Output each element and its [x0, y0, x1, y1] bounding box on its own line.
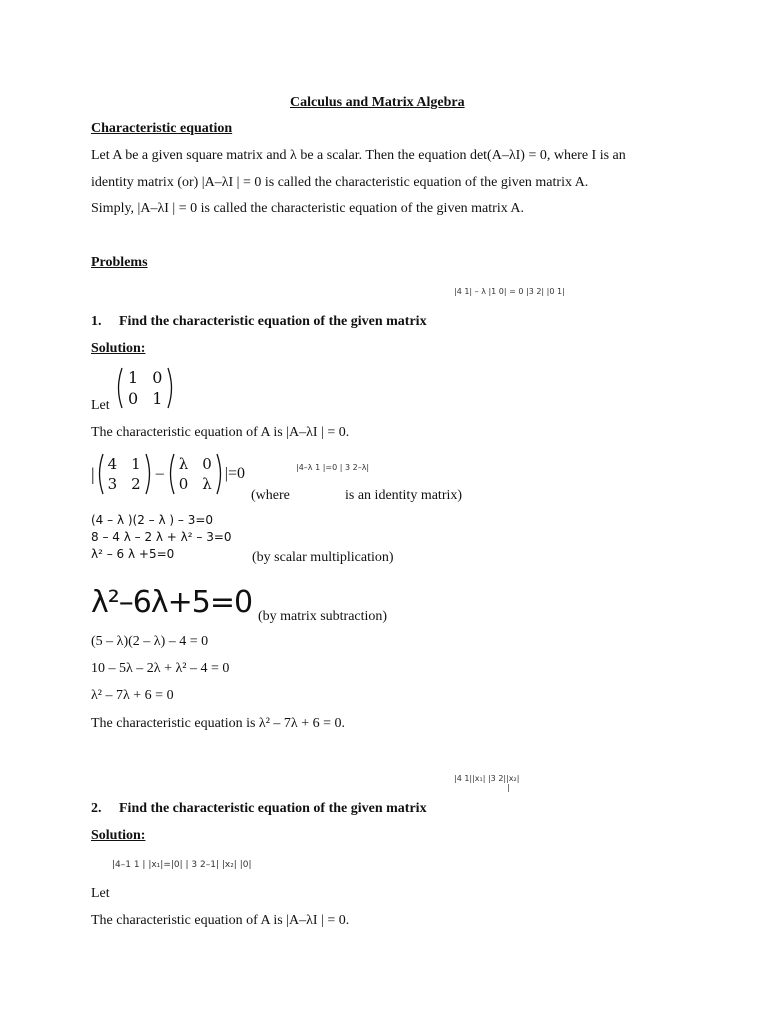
let-label-1: Let	[91, 398, 110, 413]
matrix-cell: 0	[152, 368, 163, 387]
right-paren	[144, 452, 154, 496]
problem-2-statement: Find the characteristic equation of the given matrix	[119, 801, 427, 816]
solution-2-label: Solution:	[91, 828, 146, 843]
step-small-2: 8 – 4 λ – 2 λ + λ² – 3=0	[91, 530, 232, 544]
left-paren	[114, 366, 124, 410]
let-matrix-1	[114, 366, 176, 410]
where-text: (where	[251, 488, 290, 503]
problem-2-number: 2.	[91, 801, 102, 816]
intro-line-2: identity matrix (or) |A–λI | = 0 is called the characteristic equation of the given matrix A.	[91, 175, 589, 190]
matrix-cell: λ	[178, 455, 189, 473]
matrix-cell: 0	[178, 475, 189, 493]
step-small-3: λ² – 6 λ +5=0	[91, 547, 175, 561]
equals-zero: |=0	[224, 465, 246, 482]
left-paren	[166, 452, 176, 496]
right-paren	[166, 366, 176, 410]
problem-2-matrix-thumbnail: |4 1||x₁| |3 2||x₂|	[454, 774, 520, 783]
left-paren	[95, 452, 105, 496]
matrix-cell: 4	[107, 455, 118, 473]
intro-line-3: Simply, |A–λI | = 0 is called the characteristic equation of the given matrix A.	[91, 201, 525, 216]
step-small-1: (4 – λ )(2 – λ ) – 3=0	[91, 513, 214, 527]
right-paren	[215, 452, 225, 496]
matrix-cell: 1	[128, 368, 139, 387]
problems-heading: Problems	[91, 255, 148, 270]
matrix-cell: 3	[107, 475, 118, 493]
matrix-cell: 1	[152, 389, 163, 408]
determinant-equation: | 4 1 3 2 – λ 0 0 λ |=0	[91, 452, 245, 496]
let-label-2: Let	[91, 886, 110, 901]
intro-line-1: Let A be a given square matrix and λ be a scalar. Then the equation det(A–λI) = 0, where I is an	[91, 148, 626, 163]
minus-sign: –	[155, 465, 164, 482]
step-1: (5 – λ)(2 – λ) – 4 = 0	[91, 634, 209, 649]
page-title: Calculus and Matrix Algebra	[290, 95, 465, 110]
char-eq-line-1: The characteristic equation of A is |A–λI | = 0.	[91, 425, 350, 440]
where-matrix-thumbnail: |4–λ 1 |=0 | 3 2–λ|	[296, 463, 370, 472]
matrix-cell: λ	[202, 475, 212, 493]
problem-1-matrix-thumbnail: |4 1| – λ |1 0| = 0 |3 2| |0 1|	[454, 287, 565, 296]
step-3: λ² – 7λ + 6 = 0	[91, 688, 174, 703]
scalar-multiplication-note: (by scalar multiplication)	[252, 550, 394, 565]
matrix-cell: 2	[131, 475, 141, 493]
problem-1-number: 1.	[91, 314, 102, 329]
conclusion-1: The characteristic equation is λ² – 7λ + 6 = 0.	[91, 716, 345, 731]
big-equation: λ²–6λ+5=0	[91, 585, 253, 620]
matrix-cell: 1	[131, 455, 141, 473]
char-eq-line-2: The characteristic equation of A is |A–λI | = 0.	[91, 913, 350, 928]
matrix-cell: 0	[128, 389, 139, 408]
matrix-cell: 0	[202, 455, 212, 473]
matrix-subtraction-note: (by matrix subtraction)	[258, 609, 388, 624]
section-heading: Characteristic equation	[91, 121, 233, 136]
let-matrix-2-thumbnail: |4–1 1 | |x₁|=|0| | 3 2–1| |x₂| |0|	[112, 860, 252, 870]
solution-1-label: Solution:	[91, 341, 146, 356]
problem-2-stray-mark: |	[507, 783, 510, 792]
problem-1-statement: Find the characteristic equation of the given matrix	[119, 314, 427, 329]
step-2: 10 – 5λ – 2λ + λ² – 4 = 0	[91, 661, 230, 676]
identity-text: is an identity matrix)	[345, 488, 463, 503]
